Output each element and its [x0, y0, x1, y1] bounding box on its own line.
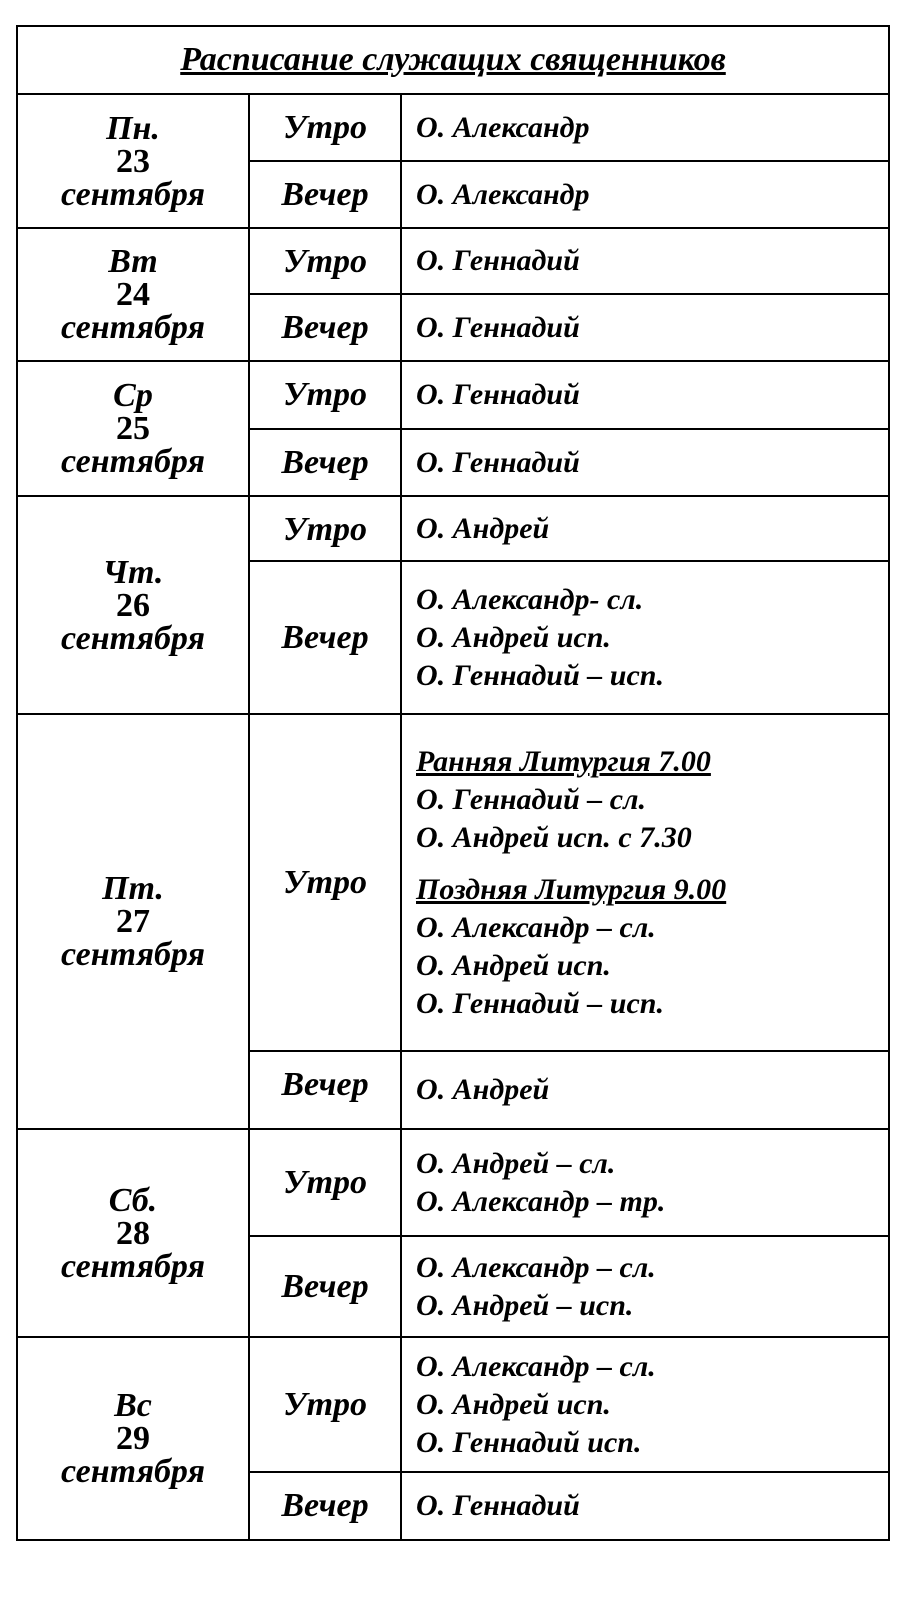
time-label: Вечер	[281, 176, 369, 213]
priest-line: О. Александр- сл.	[416, 582, 644, 616]
time-label: Вечер	[281, 618, 369, 656]
priest-line: О. Андрей исп.	[416, 1387, 611, 1421]
priest-cell	[401, 1236, 889, 1337]
day-cell-sat	[17, 1129, 249, 1337]
time-label: Вечер	[281, 1487, 369, 1524]
priest-line: О. Андрей	[416, 511, 550, 545]
month-label: сентября	[60, 309, 206, 346]
priest-line: О. Андрей исп.	[416, 620, 611, 654]
day-cell-fri	[17, 714, 249, 1129]
priest-line: О. Геннадий	[416, 244, 580, 277]
table-row	[17, 361, 889, 429]
priest-line: О. Геннадий	[416, 378, 580, 411]
priest-line: О. Геннадий – исп.	[416, 658, 664, 692]
time-cell	[249, 228, 401, 294]
time-label: Утро	[282, 511, 368, 548]
date-label: 25	[116, 410, 150, 447]
priest-line: О. Геннадий	[416, 310, 580, 344]
priest-line: О. Андрей – сл.	[416, 1146, 616, 1180]
time-label: Утро	[282, 243, 368, 280]
time-cell	[249, 561, 401, 714]
time-label: Утро	[282, 376, 368, 413]
time-label: Утро	[282, 863, 368, 901]
priest-cell	[401, 161, 889, 228]
title-cell	[17, 26, 889, 94]
month-label: сентября	[60, 1453, 206, 1490]
weekday-label: Вс	[114, 1387, 152, 1424]
month-label: сентября	[60, 1247, 206, 1285]
early-liturgy-heading: Ранняя Литургия 7.00	[416, 744, 711, 778]
priest-cell	[401, 714, 889, 1051]
priest-line: О. Александр – сл.	[416, 910, 656, 944]
date-label: 23	[116, 142, 150, 180]
weekday-label: Сб.	[108, 1181, 158, 1219]
time-cell	[249, 294, 401, 361]
day-cell-wed	[17, 361, 249, 496]
table-row	[17, 714, 889, 1051]
priest-line: О. Геннадий	[416, 1489, 580, 1522]
time-cell	[249, 714, 401, 1051]
time-label: Вечер	[281, 1066, 369, 1103]
priest-line: О. Александр – тр.	[416, 1184, 666, 1218]
weekday-label: Вт	[108, 243, 158, 280]
month-label: сентября	[60, 619, 206, 657]
table-row	[17, 94, 889, 161]
priest-cell	[401, 1337, 889, 1472]
date-label: 26	[116, 586, 150, 624]
table-row	[17, 1337, 889, 1472]
time-cell	[249, 1051, 401, 1129]
priest-line: О. Геннадий исп.	[416, 1425, 642, 1459]
time-label: Вечер	[281, 1267, 369, 1305]
date-label: 27	[116, 903, 150, 940]
priest-cell	[401, 1472, 889, 1540]
time-cell	[249, 496, 401, 561]
priest-line: О. Геннадий – сл.	[416, 782, 646, 816]
priest-line: О. Александр	[416, 110, 590, 144]
priest-line: О. Андрей	[416, 1073, 550, 1106]
time-label: Вечер	[281, 444, 369, 481]
priest-line: О. Геннадий	[416, 445, 580, 479]
priest-line: О. Александр	[416, 177, 590, 211]
priest-line: О. Андрей – исп.	[416, 1288, 634, 1322]
day-cell-thu	[17, 496, 249, 714]
day-cell-mon	[17, 94, 249, 228]
date-label: 24	[116, 276, 150, 313]
title-row	[17, 26, 889, 94]
time-label: Утро	[282, 109, 368, 146]
day-cell-sun	[17, 1337, 249, 1540]
priest-line: О. Геннадий – исп.	[416, 986, 664, 1020]
month-label: сентября	[60, 936, 206, 973]
priest-cell	[401, 1129, 889, 1236]
schedule-table	[16, 25, 890, 1541]
spacer	[416, 857, 888, 871]
priest-cell	[401, 94, 889, 161]
priest-cell	[401, 561, 889, 714]
time-cell	[249, 94, 401, 161]
date-label: 29	[116, 1420, 150, 1457]
time-cell	[249, 1236, 401, 1337]
weekday-label: Пн.	[106, 109, 160, 147]
priest-line: О. Александр – сл.	[416, 1250, 656, 1284]
time-cell	[249, 161, 401, 228]
weekday-label: Пт.	[102, 870, 164, 907]
time-cell	[249, 361, 401, 429]
priest-cell	[401, 294, 889, 361]
month-label: сентября	[60, 175, 206, 213]
page-title: Расписание служащих священников	[180, 41, 726, 78]
time-cell	[249, 1129, 401, 1236]
time-label: Вечер	[281, 309, 369, 346]
late-liturgy-heading: Поздняя Литургия 9.00	[416, 872, 727, 906]
priest-cell	[401, 228, 889, 294]
time-cell	[249, 429, 401, 496]
priest-line: О. Александр – сл.	[416, 1349, 656, 1383]
weekday-label: Ср	[113, 377, 153, 414]
time-label: Утро	[282, 1163, 368, 1201]
priest-line: О. Андрей исп.	[416, 948, 611, 982]
priest-cell	[401, 429, 889, 496]
month-label: сентября	[60, 443, 206, 480]
date-label: 28	[116, 1214, 150, 1252]
table-row	[17, 228, 889, 294]
priest-line: О. Андрей исп. с 7.30	[416, 820, 692, 854]
weekday-label: Чт.	[102, 553, 164, 591]
time-cell	[249, 1337, 401, 1472]
time-label: Утро	[282, 1385, 368, 1423]
time-cell	[249, 1472, 401, 1540]
day-cell-tue	[17, 228, 249, 361]
priest-cell	[401, 361, 889, 429]
table-row	[17, 1129, 889, 1236]
table-row	[17, 496, 889, 561]
priest-cell	[401, 1051, 889, 1129]
priest-cell	[401, 496, 889, 561]
